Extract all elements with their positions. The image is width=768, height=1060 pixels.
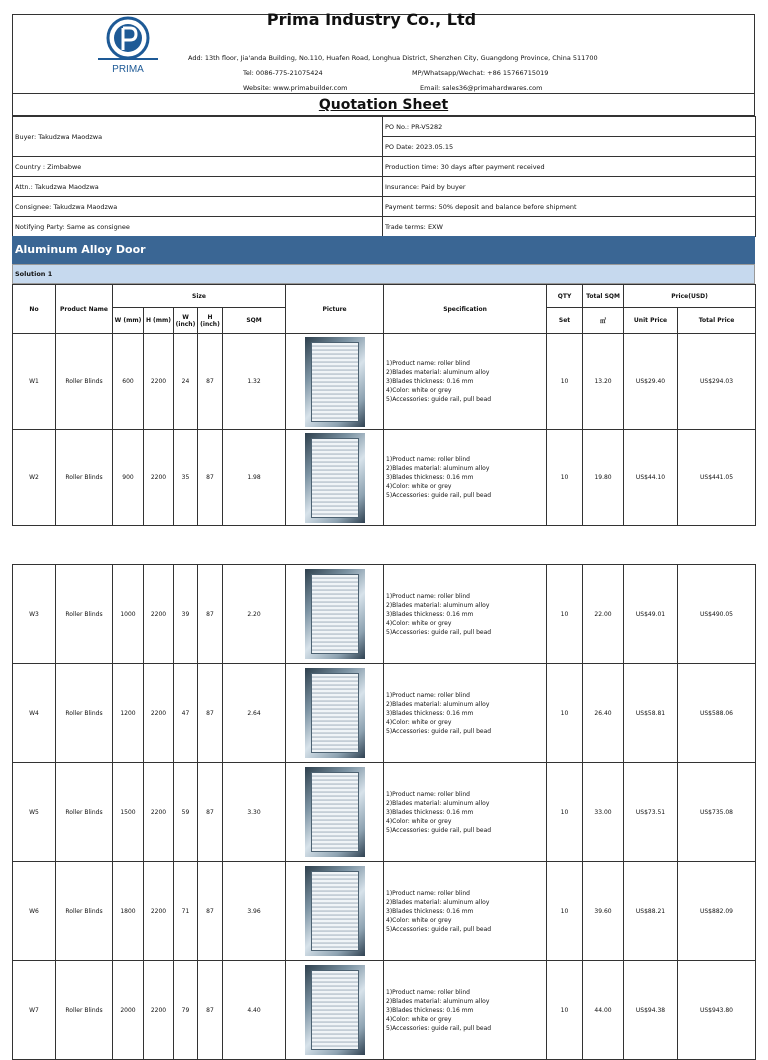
cell-unit: US$94.38 xyxy=(624,961,678,1060)
company-mobile: MP/Whatsapp/Wechat: +86 15766715019 xyxy=(412,69,549,77)
header-spec: Specification xyxy=(384,285,547,334)
spec-line: 3)Blades thickness: 0.16 mm xyxy=(386,907,474,915)
consignee-cell: Consignee: Takudzwa Maodzwa xyxy=(13,197,383,217)
product-picture xyxy=(286,565,384,664)
cell-w-mm: 600 xyxy=(113,334,144,430)
spec-line: 3)Blades thickness: 0.16 mm xyxy=(386,610,474,618)
specification-cell xyxy=(384,565,547,664)
cell-w-mm: 900 xyxy=(113,430,144,526)
quote-table-part2 xyxy=(12,564,756,1060)
roller-blind-image xyxy=(305,965,365,1055)
spec-line: 2)Blades material: aluminum alloy xyxy=(386,369,490,376)
spec-line: 4)Color: white or grey xyxy=(386,916,452,924)
specification-cell xyxy=(384,664,547,763)
po-date: PO Date: 2023.05.15 xyxy=(383,137,756,157)
cell-w-mm: 1500 xyxy=(113,763,144,862)
roller-blind-image xyxy=(305,337,365,427)
header-h-inch: H (inch) xyxy=(198,308,223,334)
spec-line: 3)Blades thickness: 0.16 mm xyxy=(386,1006,474,1014)
roller-blind-image xyxy=(305,433,365,523)
po-number: PO No.: PR-V5282 xyxy=(383,117,756,137)
cell-h-in: 87 xyxy=(198,763,223,862)
company-name: Prima Industry Co., Ltd xyxy=(266,10,477,29)
spec-line: 1)Product name: roller blind xyxy=(386,456,470,463)
quote-table-part1 xyxy=(12,284,756,526)
spec-line: 5)Accessories: guide rail, pull bead xyxy=(386,396,492,403)
cell-total: US$490.05 xyxy=(678,565,756,664)
cell-sqm: 3.96 xyxy=(223,862,286,961)
specification-cell xyxy=(384,961,547,1060)
cell-h-in: 87 xyxy=(198,334,223,430)
cell-h-mm: 2200 xyxy=(144,565,174,664)
cell-w-mm: 1800 xyxy=(113,862,144,961)
cell-name: Roller Blinds xyxy=(56,763,113,862)
cell-h-in: 87 xyxy=(198,862,223,961)
spec-line: 4)Color: white or grey xyxy=(386,387,452,394)
cell-total: US$882.09 xyxy=(678,862,756,961)
page-title: Quotation Sheet xyxy=(12,94,755,116)
spec-line: 2)Blades material: aluminum alloy xyxy=(386,997,490,1005)
cell-name: Roller Blinds xyxy=(56,430,113,526)
order-info-table xyxy=(12,116,756,237)
company-email: Email: sales36@primahardwares.com xyxy=(420,84,543,92)
cell-no: W4 xyxy=(13,664,56,763)
specification-cell xyxy=(384,334,547,430)
product-picture xyxy=(286,664,384,763)
product-picture xyxy=(286,862,384,961)
cell-total-sqm: 44.00 xyxy=(583,961,624,1060)
cell-qty: 10 xyxy=(547,763,583,862)
header-product: Product Name xyxy=(56,285,113,334)
country-cell: Country : Zimbabwe xyxy=(13,157,383,177)
cell-total-sqm: 39.60 xyxy=(583,862,624,961)
product-picture xyxy=(286,961,384,1060)
cell-total-sqm: 26.40 xyxy=(583,664,624,763)
cell-name: Roller Blinds xyxy=(56,664,113,763)
cell-no: W6 xyxy=(13,862,56,961)
spec-line: 3)Blades thickness: 0.16 mm xyxy=(386,709,474,717)
cell-h-mm: 2200 xyxy=(144,664,174,763)
spec-line: 4)Color: white or grey xyxy=(386,1015,452,1023)
spec-line: 2)Blades material: aluminum alloy xyxy=(386,465,490,472)
cell-no: W5 xyxy=(13,763,56,862)
cell-w-in: 24 xyxy=(174,334,198,430)
spec-line: 2)Blades material: aluminum alloy xyxy=(386,601,490,609)
cell-w-in: 59 xyxy=(174,763,198,862)
insurance-cell: Insurance: Paid by buyer xyxy=(383,177,756,197)
roller-blind-image xyxy=(305,668,365,758)
attn-cell: Attn.: Takudzwa Maodzwa xyxy=(13,177,383,197)
header-w-inch: W (inch) xyxy=(174,308,198,334)
solution-label: Solution 1 xyxy=(12,264,755,284)
cell-no: W7 xyxy=(13,961,56,1060)
spec-line: 1)Product name: roller blind xyxy=(386,889,470,897)
cell-unit: US$49.01 xyxy=(624,565,678,664)
payment-terms: Payment terms: 50% deposit and balance before shipment xyxy=(383,197,756,217)
header-total-price: Total Price xyxy=(678,308,756,334)
spec-line: 1)Product name: roller blind xyxy=(386,691,470,699)
spec-line: 1)Product name: roller blind xyxy=(386,790,470,798)
cell-unit: US$58.81 xyxy=(624,664,678,763)
cell-unit: US$88.21 xyxy=(624,862,678,961)
header-no: No xyxy=(13,285,56,334)
trade-terms: Trade terms: EXW xyxy=(383,217,756,237)
cell-h-mm: 2200 xyxy=(144,763,174,862)
table-row xyxy=(13,763,756,862)
cell-w-in: 39 xyxy=(174,565,198,664)
cell-no: W2 xyxy=(13,430,56,526)
cell-total-sqm: 22.00 xyxy=(583,565,624,664)
buyer-cell: Buyer: Takudzwa Maodzwa xyxy=(13,117,383,157)
spec-line: 2)Blades material: aluminum alloy xyxy=(386,700,490,708)
table-row xyxy=(13,430,756,526)
spec-line: 3)Blades thickness: 0.16 mm xyxy=(386,474,474,481)
cell-w-in: 35 xyxy=(174,430,198,526)
spec-line: 2)Blades material: aluminum alloy xyxy=(386,799,490,807)
cell-qty: 10 xyxy=(547,961,583,1060)
spec-line: 5)Accessories: guide rail, pull bead xyxy=(386,925,492,933)
cell-name: Roller Blinds xyxy=(56,862,113,961)
header-qty: QTY xyxy=(547,285,583,308)
spec-line: 2)Blades material: aluminum alloy xyxy=(386,898,490,906)
specification-cell xyxy=(384,862,547,961)
cell-qty: 10 xyxy=(547,565,583,664)
cell-sqm: 4.40 xyxy=(223,961,286,1060)
company-website: Website: www.primabuilder.com xyxy=(243,84,348,92)
cell-w-in: 79 xyxy=(174,961,198,1060)
cell-total-sqm: 19.80 xyxy=(583,430,624,526)
logo-text: PRIMA xyxy=(112,64,144,75)
cell-sqm: 2.64 xyxy=(223,664,286,763)
spec-line: 4)Color: white or grey xyxy=(386,619,452,627)
cell-name: Roller Blinds xyxy=(56,961,113,1060)
cell-qty: 10 xyxy=(547,862,583,961)
header-size: Size xyxy=(113,285,286,308)
roller-blind-image xyxy=(305,767,365,857)
spec-line: 1)Product name: roller blind xyxy=(386,360,470,367)
notifying-party: Notifying Party: Same as consignee xyxy=(13,217,383,237)
cell-name: Roller Blinds xyxy=(56,334,113,430)
product-picture xyxy=(286,430,384,526)
spec-line: 5)Accessories: guide rail, pull bead xyxy=(386,492,492,499)
cell-sqm: 1.32 xyxy=(223,334,286,430)
cell-total: US$735.08 xyxy=(678,763,756,862)
table-row xyxy=(13,961,756,1060)
header-sqm: SQM xyxy=(223,308,286,334)
header-w-mm: W (mm) xyxy=(113,308,144,334)
spec-line: 4)Color: white or grey xyxy=(386,718,452,726)
cell-w-mm: 2000 xyxy=(113,961,144,1060)
roller-blind-image xyxy=(305,866,365,956)
production-time: Production time: 30 days after payment received xyxy=(383,157,756,177)
cell-qty: 10 xyxy=(547,664,583,763)
table-row xyxy=(13,664,756,763)
header-h-mm: H (mm) xyxy=(144,308,174,334)
cell-total-sqm: 33.00 xyxy=(583,763,624,862)
cell-total: US$588.06 xyxy=(678,664,756,763)
spec-line: 5)Accessories: guide rail, pull bead xyxy=(386,727,492,735)
spec-line: 4)Color: white or grey xyxy=(386,817,452,825)
company-address: Add: 13th floor, Jia'anda Building, No.110, Huafen Road, Longhua District, Shenzhen City, Guangdong Province, China 511700 xyxy=(188,54,598,62)
spec-line: 5)Accessories: guide rail, pull bead xyxy=(386,1024,492,1032)
cell-w-in: 71 xyxy=(174,862,198,961)
cell-h-in: 87 xyxy=(198,430,223,526)
cell-qty: 10 xyxy=(547,430,583,526)
cell-w-mm: 1000 xyxy=(113,565,144,664)
roller-blind-image xyxy=(305,569,365,659)
product-picture xyxy=(286,763,384,862)
cell-sqm: 2.20 xyxy=(223,565,286,664)
specification-cell xyxy=(384,430,547,526)
cell-total: US$294.03 xyxy=(678,334,756,430)
header-total-sqm: Total SQM xyxy=(583,285,624,308)
section-title: Aluminum Alloy Door xyxy=(12,236,755,264)
table-row xyxy=(13,334,756,430)
cell-h-in: 87 xyxy=(198,961,223,1060)
spec-line: 3)Blades thickness: 0.16 mm xyxy=(386,378,474,385)
cell-h-mm: 2200 xyxy=(144,430,174,526)
cell-h-mm: 2200 xyxy=(144,334,174,430)
spec-line: 5)Accessories: guide rail, pull bead xyxy=(386,628,492,636)
cell-h-in: 87 xyxy=(198,664,223,763)
cell-h-in: 87 xyxy=(198,565,223,664)
header-sqm-unit: ㎡ xyxy=(583,308,624,334)
header-set: Set xyxy=(547,308,583,334)
cell-sqm: 1.98 xyxy=(223,430,286,526)
cell-unit: US$29.40 xyxy=(624,334,678,430)
product-picture xyxy=(286,334,384,430)
table-row xyxy=(13,862,756,961)
cell-h-mm: 2200 xyxy=(144,862,174,961)
company-tel: Tel: 0086-775-21075424 xyxy=(243,69,323,77)
cell-sqm: 3.30 xyxy=(223,763,286,862)
specification-cell xyxy=(384,763,547,862)
cell-total-sqm: 13.20 xyxy=(583,334,624,430)
spec-line: 4)Color: white or grey xyxy=(386,483,452,490)
header-price: Price(USD) xyxy=(624,285,756,308)
cell-no: W3 xyxy=(13,565,56,664)
spec-line: 5)Accessories: guide rail, pull bead xyxy=(386,826,492,834)
header-picture: Picture xyxy=(286,285,384,334)
cell-unit: US$73.51 xyxy=(624,763,678,862)
spec-line: 1)Product name: roller blind xyxy=(386,988,470,996)
spec-line: 3)Blades thickness: 0.16 mm xyxy=(386,808,474,816)
cell-w-in: 47 xyxy=(174,664,198,763)
cell-h-mm: 2200 xyxy=(144,961,174,1060)
cell-total: US$943.80 xyxy=(678,961,756,1060)
cell-unit: US$44.10 xyxy=(624,430,678,526)
spec-line: 1)Product name: roller blind xyxy=(386,592,470,600)
cell-no: W1 xyxy=(13,334,56,430)
table-row xyxy=(13,565,756,664)
cell-total: US$441.05 xyxy=(678,430,756,526)
cell-name: Roller Blinds xyxy=(56,565,113,664)
header-unit-price: Unit Price xyxy=(624,308,678,334)
cell-qty: 10 xyxy=(547,334,583,430)
cell-w-mm: 1200 xyxy=(113,664,144,763)
